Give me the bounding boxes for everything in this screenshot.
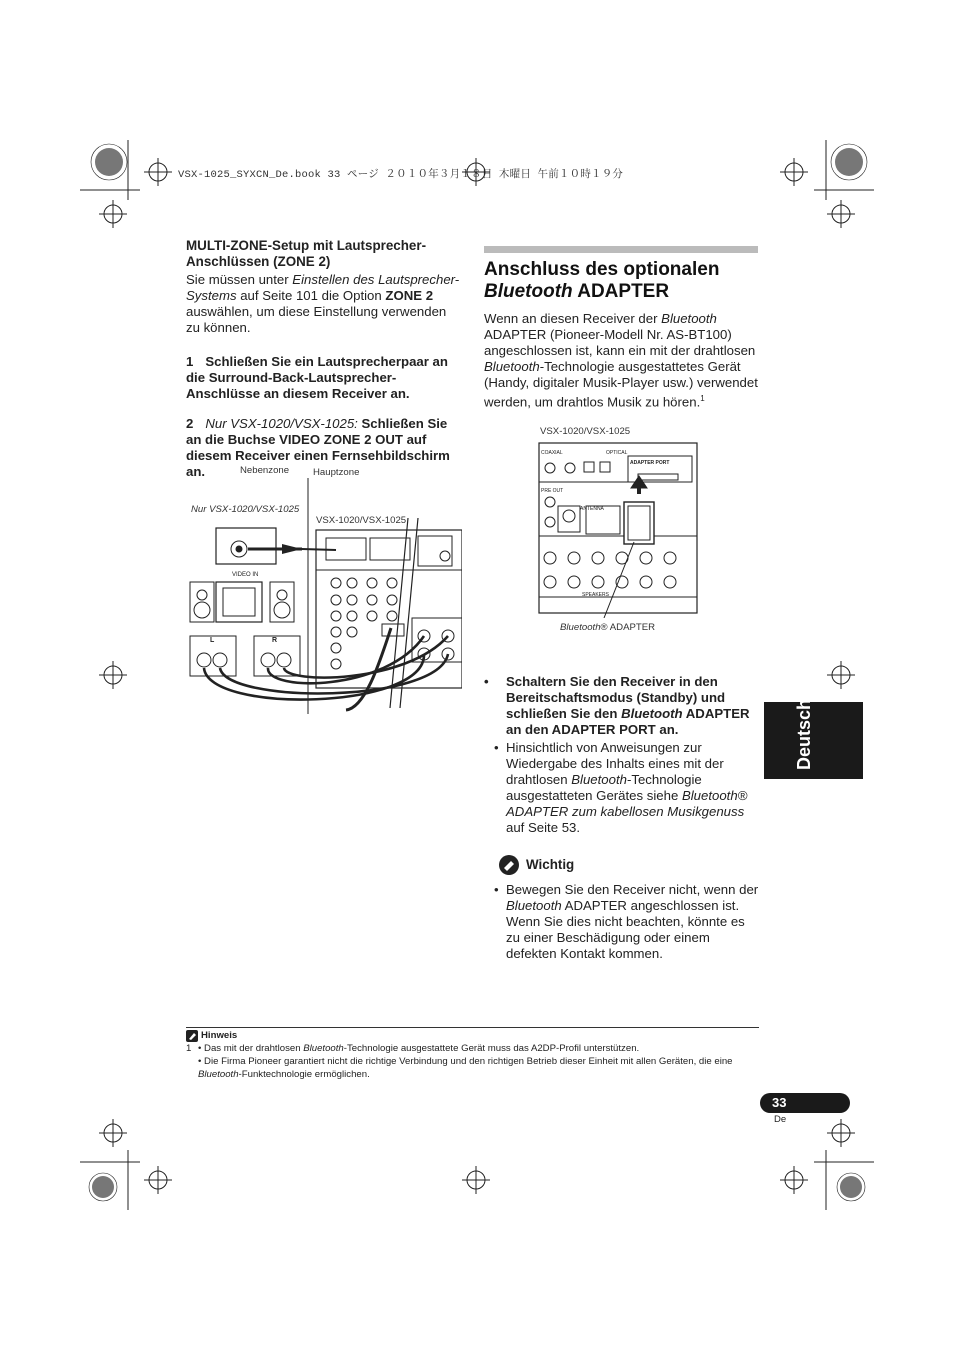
intro-text-3: auswählen, um diese Einstellung verwenden zu können.	[186, 304, 447, 335]
note-icon	[186, 1030, 198, 1042]
sub-text-2: -Technologie ausgestatteten Gerätes siehe	[506, 772, 702, 804]
note-2-italic: Bluetooth	[198, 1069, 239, 1080]
sub-bullet-instructions	[484, 740, 760, 836]
multizone-diagram	[186, 478, 462, 716]
step-2-number: 2	[186, 416, 194, 431]
label-bt-italic: Bluetooth	[560, 622, 601, 633]
note-1	[186, 1042, 759, 1055]
label-model-right: VSX-1020/VSX-1025	[540, 426, 631, 437]
hinweis-heading	[186, 1029, 759, 1042]
note-1-text-b: -Technologie ausgestattete Gerät muss das A2DP-Profil unterstützen.	[343, 1043, 640, 1054]
section-heading-bluetooth	[484, 259, 760, 303]
warn-text-2: ADAPTER angeschlossen ist. Wenn Sie dies nicht beachten, könnte es zu einer Beschädigung oder einem defekten Kontakt kommen.	[506, 898, 745, 962]
label-video-in: VIDEO IN	[232, 572, 259, 578]
step-1	[186, 354, 462, 402]
language-tab	[764, 698, 863, 779]
label-hauptzone: Hauptzone	[313, 467, 360, 478]
label-speakers: SPEAKERS	[582, 592, 609, 598]
label-bt-adapter	[560, 622, 655, 633]
step-2-text: Schließen Sie an die Buchse VIDEO ZONE 2 OUT auf diesem Receiver einen Fernsehbildschirm an.	[186, 416, 450, 479]
para-text-2: ADAPTER (Pioneer-Modell Nr. AS-BT100) angeschlossen ist, kann ein mit der drahtlosen	[484, 327, 756, 358]
page-lang: De	[774, 1114, 787, 1125]
section-top-rule	[484, 246, 758, 253]
step-1-number: 1	[186, 354, 194, 369]
important-icon	[498, 854, 520, 876]
important-bullet	[484, 882, 760, 962]
warn-italic: Bluetooth	[506, 898, 562, 914]
note-1-text-a: • Das mit der drahtlosen	[198, 1043, 304, 1054]
important-heading	[484, 854, 760, 876]
warn-text-1: Bewegen Sie den Receiver nicht, wenn der	[506, 882, 759, 898]
bullet-connect	[484, 674, 760, 738]
intro-text-2: auf Seite 101 die Option	[236, 288, 386, 303]
hinweis-rule	[186, 1027, 759, 1028]
note-1-italic: Bluetooth	[303, 1043, 344, 1054]
hinweis-block	[186, 1029, 759, 1081]
label-coaxial: COAXIAL	[541, 450, 563, 456]
bullet-italic: Bluetooth	[621, 706, 683, 722]
sub-text-1: Hinsichtlich von Anweisungen zur Wiedergabe des Inhalts eines mit der drahtlosen	[506, 740, 724, 788]
note-2-text-a: • Die Firma Pioneer garantiert nicht die richtige Verbindung und den richtigen Betrieb dieser Einheit mit allen Geräten, die eine	[198, 1056, 733, 1067]
sub-italic-2: Bluetooth® ADAPTER zum kabellosen Musikgenuss	[506, 788, 748, 820]
section-heading-multizone: MULTI-ZONE-Setup mit Lautsprecher-Anschlüssen (ZONE 2)	[186, 238, 427, 269]
page-number: 33	[772, 1095, 787, 1110]
intro-text-1: Sie müssen unter	[186, 272, 293, 287]
step-1-text: Schließen Sie ein Lautsprecherpaar an die Surround-Back-Lautsprecher-Anschlüsse an diesem Receiver an.	[186, 354, 448, 401]
label-model-left: VSX-1020/VSX-1025	[316, 515, 407, 526]
para-italic-2: Bluetooth	[484, 359, 540, 374]
hinweis-title: Hinweis	[201, 1030, 238, 1041]
label-nur-model: Nur VSX-1020/VSX-1025	[191, 504, 300, 515]
intro-bold: ZONE 2	[385, 288, 434, 303]
footnote-ref-1: 1	[700, 394, 705, 403]
label-antenna: ANTENNA	[580, 506, 604, 512]
label-adapter-port: ADAPTER PORT	[630, 460, 670, 466]
bullet-text-2: ADAPTER an den ADAPTER PORT an.	[506, 706, 750, 738]
note-2	[186, 1055, 759, 1081]
intro-italic: Einstellen des Lautsprecher-Systems	[186, 272, 460, 303]
para-italic-1: Bluetooth	[661, 311, 717, 326]
label-nebenzone: Nebenzone	[240, 465, 290, 476]
label-r: R	[272, 637, 278, 644]
step-2-italic: Nur VSX-1020/VSX-1025:	[205, 416, 358, 431]
sub-italic-1: Bluetooth	[571, 772, 627, 788]
label-l: L	[210, 637, 215, 644]
heading-line-2: ADAPTER	[572, 281, 670, 302]
important-label: Wichtig	[526, 857, 575, 873]
note-1-number: 1	[186, 1043, 192, 1054]
intro-paragraph	[186, 272, 462, 336]
bullet-text-1: Schaltern Sie den Receiver in den Bereitschaftsmodus (Standby) und schließen Sie den	[506, 674, 726, 722]
language-tab-label: Deutsch	[794, 698, 814, 770]
sub-text-3: auf Seite 53.	[506, 820, 581, 836]
label-optical: OPTICAL	[606, 450, 628, 456]
bluetooth-paragraph	[484, 311, 760, 410]
heading-italic: Bluetooth	[484, 281, 573, 302]
bluetooth-diagram	[538, 442, 700, 618]
para-text-3: -Technologie ausgestattetes Gerät (Handy, digitaler Musik-Player usw.) verwendet werden, um drahtlos Musik zu hören.	[484, 359, 758, 410]
bullet-mark: •	[484, 674, 489, 690]
note-2-text-b: -Funktechnologie ermöglichen.	[238, 1069, 370, 1080]
print-header: VSX-1025_SYXCN_De.book 33 ページ ２０１０年３月１８日 木曜日 午前１０時１９分	[178, 169, 624, 181]
left-column	[186, 238, 462, 480]
label-bt-text: ® ADAPTER	[600, 622, 656, 633]
page-number-box	[760, 1093, 850, 1113]
heading-line-1: Anschluss des optionalen	[484, 259, 720, 280]
para-text-1: Wenn an diesen Receiver der	[484, 311, 662, 326]
label-pre-out: PRE OUT	[541, 488, 564, 494]
